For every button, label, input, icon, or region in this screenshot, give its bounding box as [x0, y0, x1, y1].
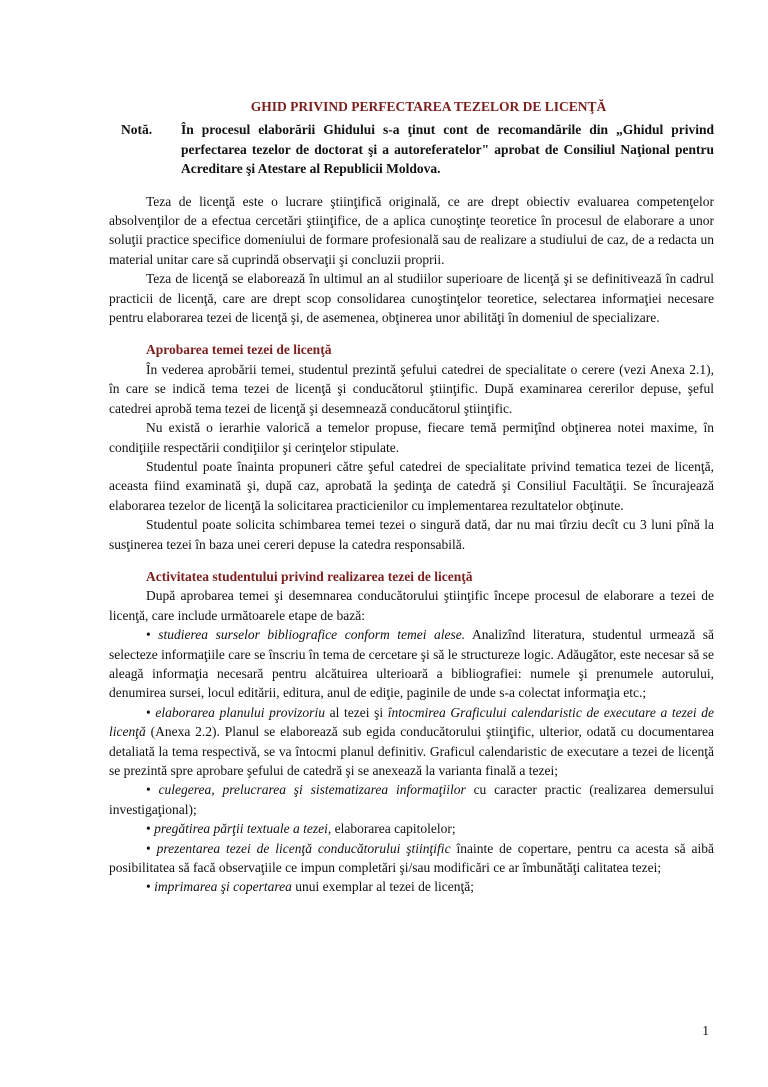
approval-paragraph-3: Studentul poate înainta propuneri către şeful catedrei de specialitate privind tematica tezei de licenţă, aceasta fiind examinată şi, după caz, aprobată la şedinţa de catedră şi Consiliul Facultăţii. Se încurajează elaborarea tezelor de licenţă la solicitarea practicienilor cu implementarea rezultatelor obţinute. — [109, 458, 714, 513]
note-label: Notă. — [121, 122, 153, 138]
approval-paragraph-4: Studentul poate solicita schimbarea temei tezei o singură dată, dar nu mai tîrziu decît cu 3 luni pînă la susţinerea tezei în baza unei cereri depuse la catedra responsabilă. — [109, 517, 714, 552]
list-item: • prezentarea tezei de licenţă conducătorului ştiinţific înainte de copertare, pentru ca acesta să aibă posibilitatea să facă observaţiile ce impun completări şi/sau modificări ce ar îmbunătăţi calitatea tezei; — [109, 840, 714, 876]
list-item: • studierea surselor bibliografice conform temei alese. Analizînd literatura, studentul urmează să selecteze informaţiile care se înscriu în tema de cercetare şi să le structureze logic. Adăugător, este necesar să se aleagă informaţia necesară pentru alcătuirea ulterioară a bibliografiei: numele şi prenumele autorului, denumirea sursei, locul editării, editura, anul de ediţie, paginile de unde s-a colectat informaţia etc.; — [109, 627, 714, 701]
list-item: • pregătirea părţii textuale a tezei, elaborarea capitolelor; — [146, 821, 456, 837]
list-item: • elaborarea planului provizoriu al tezei şi întocmirea Graficului calendaristic de executare a tezei de licenţă (Anexa 2.2). Planul se elaborează sub egida conducătorului ştiinţific, ulterior, odată cu documentarea detaliată la tema respectivă, se va întocmi planul definitiv. Graficul calendaristic de executare a tezei de licenţă se prezintă spre aprobare şefului de catedră şi se anexează la varianta finală a tezei; — [109, 704, 714, 778]
list-item: • culegerea, prelucrarea şi sistematizarea informaţiilor cu caracter practic (realizarea demersului investigaţional); — [109, 782, 714, 817]
intro-paragraph-2: Teza de licenţă se elaborează în ultimul an al studiilor superioare de licenţă şi se definitivează în cadrul practicii de licenţă, care are drept scop consolidarea cunoştinţelor teoretice, selectarea informaţiei necesare pentru elaborarea tezei de licenţă şi, de asemenea, obţinerea unor abilităţi în domeniul de specializare. — [109, 271, 714, 326]
note-block — [121, 120, 714, 178]
approval-paragraph-2: Nu există o ierarhie valorică a temelor propuse, fiecare temă permiţînd obţinerea notei maxime, în condiţiile respectării condiţiilor şi cerinţelor stipulate. — [109, 420, 714, 455]
section-heading-approval: Aprobarea temei tezei de licenţă — [146, 342, 332, 358]
approval-paragraph-1: În vederea aprobării temei, studentul prezintă şefului catedrei de specialitate o cerere (vezi Anexa 2.1), în care se indică tema tezei de licenţă şi conducătorul ştiinţific. După examinarea cererilor depuse, şeful catedrei aprobă tema tezei de licenţă şi desemnează conducătorul ştiinţific. — [109, 361, 714, 416]
document-page — [109, 97, 714, 897]
activity-intro: După aprobarea temei şi desemnarea conducătorului ştiinţific începe procesul de elaborare a tezei de licenţă, care include următoarele etape de bază: — [109, 588, 714, 623]
document-title: GHID PRIVIND PERFECTAREA TEZELOR DE LICENŢĂ — [250, 99, 607, 114]
list-item: • imprimarea şi copertarea unui exemplar al tezei de licenţă; — [146, 879, 475, 895]
page-number: 1 — [702, 1023, 709, 1038]
intro-paragraph-1: Teza de licenţă este o lucrare ştiinţifică originală, ce are drept obiectiv evaluarea competenţelor absolvenţilor de a efectua cercetări ştiinţifice, de a aplica cunoştinţe teoretice în procesul de elaborare a unor soluţii practice specifice domeniului de formare profesională sau de realizare a studiului de caz, de a redacta un material unitar care să cuprindă observaţii şi concluzii proprii. — [109, 193, 714, 267]
note-text: În procesul elaborării Ghidului s-a ţinut cont de recomandările din „Ghidul privind perfectarea tezelor de doctorat şi a autoreferatelor" aprobat de Consiliul Naţional pentru Acreditare şi Atestare al Republicii Moldova. — [181, 122, 714, 177]
section-heading-activity: Activitatea studentului privind realizarea tezei de licenţă — [146, 568, 473, 584]
